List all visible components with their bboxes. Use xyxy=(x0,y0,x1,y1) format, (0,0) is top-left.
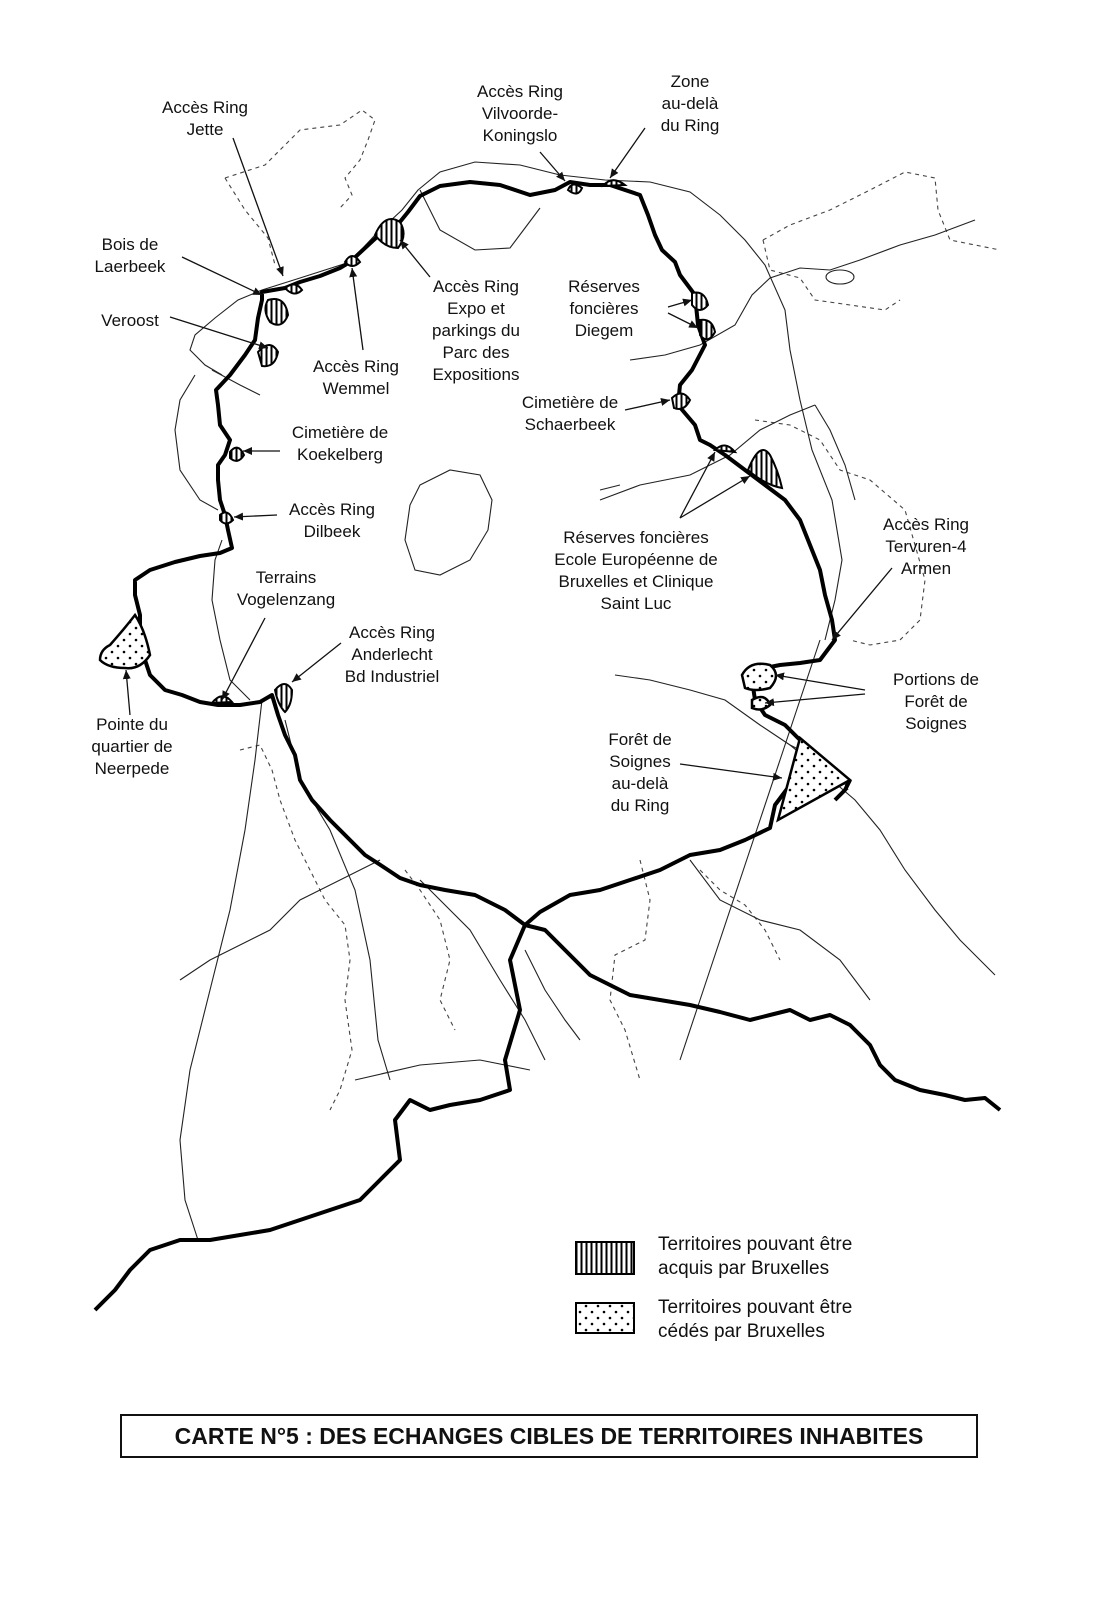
legend-acquired-line1: Territoires pouvant être xyxy=(658,1234,853,1255)
label-acces-wemmel: Accès Ring Wemmel xyxy=(313,357,399,398)
region-boundary xyxy=(95,182,1000,1310)
vertical-hatch-swatch xyxy=(576,1242,634,1274)
label-acces-expo: Accès Ring Expo et parkings du Parc des Expositions xyxy=(432,277,520,384)
label-reserves-ecole: Réserves foncières Ecole Européenne de Bruxelles et Clinique Saint Luc xyxy=(554,528,718,613)
hatch-acces-dilbeek xyxy=(220,512,233,523)
hatch-ecole-1 xyxy=(715,445,735,452)
hatch-diegem-1 xyxy=(692,293,708,311)
label-reserves-diegem: Réserves foncières Diegem xyxy=(568,277,640,340)
legend-ceded xyxy=(658,1296,852,1344)
label-veroost: Veroost xyxy=(101,311,159,330)
dotted-swatch xyxy=(576,1303,634,1333)
label-acces-dilbeek: Accès Ring Dilbeek xyxy=(289,500,375,541)
hatch-acces-expo xyxy=(375,219,404,248)
hatch-ecole-2 xyxy=(748,450,782,488)
label-cim-koekelberg: Cimetière de Koekelberg xyxy=(291,423,389,464)
hatch-cim-koekelberg xyxy=(230,448,244,461)
legend-ceded-line2: cédés par Bruxelles xyxy=(658,1321,825,1342)
label-bois-laerbeek: Bois de Laerbeek xyxy=(94,235,166,276)
label-pointe-neerpede: Pointe du quartier de Neerpede xyxy=(91,715,173,778)
dots-neerpede xyxy=(100,615,150,668)
hatch-diegem-2 xyxy=(700,320,715,340)
label-acces-tervuren: Accès Ring Tervuren-4 Armen xyxy=(883,515,969,578)
label-terrains-vogelenzang: Terrains Vogelenzang xyxy=(236,568,336,609)
ceded-territories xyxy=(100,615,850,820)
label-zone-dela: Zone au-delà du Ring xyxy=(660,72,720,135)
label-foret-soignes-dela: Forêt de Soignes au-delà du Ring xyxy=(608,730,672,815)
legend-acquired-line2: acquis par Bruxelles xyxy=(658,1258,830,1279)
dots-soignes-1 xyxy=(742,664,776,690)
label-portions-soignes: Portions de Forêt de Soignes xyxy=(893,670,979,733)
label-acces-vilvoorde: Accès Ring Vilvoorde-Koningslo xyxy=(477,82,563,145)
map-title: CARTE N°5 : DES ECHANGES CIBLES DE TERRITOIRES INHABITES xyxy=(174,1422,924,1449)
legend-ceded-line1: Territoires pouvant être xyxy=(658,1297,853,1318)
hatch-veroost xyxy=(258,345,278,366)
map-title-box xyxy=(120,1414,978,1458)
hatch-vilvoorde xyxy=(568,184,582,193)
hatch-bois-laerbeek xyxy=(265,299,288,325)
legend-swatches xyxy=(576,1242,634,1333)
hatch-cim-schaerbeek xyxy=(672,393,690,409)
label-cim-schaerbeek: Cimetière de Schaerbeek xyxy=(521,393,619,434)
hatch-acces-jette xyxy=(285,284,302,293)
label-acces-jette: Accès Ring Jette xyxy=(162,98,248,139)
dots-soignes-dela xyxy=(778,738,850,820)
legend-acquired xyxy=(658,1233,852,1281)
label-acces-anderlecht: Accès Ring Anderlecht Bd Industriel xyxy=(344,623,440,686)
